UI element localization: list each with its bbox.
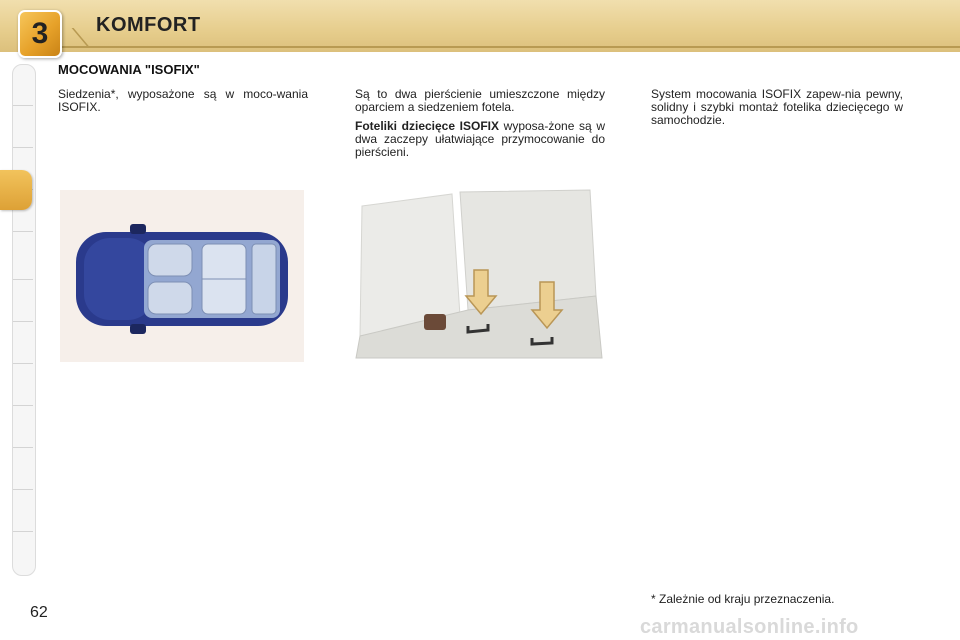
chapter-tab-separator <box>13 363 33 364</box>
cargo-area-shape <box>252 244 276 314</box>
mirror-shape <box>130 224 146 234</box>
middle-column <box>355 88 605 165</box>
front-seat-shape <box>148 244 192 276</box>
chapter-tab-separator <box>13 147 33 148</box>
page-number: 62 <box>30 604 48 621</box>
footnote: * Zależnie od kraju przeznaczenia. <box>651 592 835 606</box>
chapter-tab-separator <box>13 489 33 490</box>
chapter-tab-separator <box>13 279 33 280</box>
chapter-tab-separator <box>13 321 33 322</box>
chapter-title: KOMFORT <box>96 14 201 36</box>
section-title: MOCOWANIA "ISOFIX" <box>58 62 200 77</box>
chapter-tab-rail <box>12 64 36 576</box>
chapter-tab-separator <box>13 531 33 532</box>
chapter-tab-separator <box>13 231 33 232</box>
middle-column-para2 <box>355 120 605 159</box>
middle-column-para1: Są to dwa pierścienie umieszczone między oparciem a siedzeniem fotela. <box>355 87 605 114</box>
car-top-view-svg <box>60 190 304 362</box>
car-hood-shape <box>84 238 154 320</box>
chapter-tab-separator <box>13 105 33 106</box>
chapter-tab-separator <box>13 405 33 406</box>
middle-column-para2-rest: wyposa-żone są w dwa zaczepy ułatwiające przymocowanie do pierścieni. <box>355 119 605 159</box>
left-column <box>58 88 308 120</box>
isofix-seat-illustration <box>352 186 604 362</box>
right-column <box>651 88 903 133</box>
right-column-text: System mocowania ISOFIX zapew-nia pewny, solidny i szybki montaż fotelika dziecięcego w samochodzie. <box>651 87 903 127</box>
front-seat-shape <box>148 282 192 314</box>
active-chapter-tab[interactable] <box>0 170 32 210</box>
car-top-view-illustration <box>60 190 304 362</box>
seat-belt-buckle-shape <box>424 314 446 330</box>
watermark: carmanualsonline.info <box>640 616 859 638</box>
mirror-shape <box>130 324 146 334</box>
chapter-number-badge[interactable]: 3 <box>18 10 62 58</box>
seat-back-left-shape <box>360 194 460 336</box>
left-column-text: Siedzenia*, wyposażone są w moco-wania ISOFIX. <box>58 87 308 114</box>
header-divider <box>60 46 960 48</box>
isofix-seat-term: Foteliki dziecięce ISOFIX <box>355 119 500 133</box>
chapter-tab-separator <box>13 447 33 448</box>
isofix-seat-svg <box>352 186 604 362</box>
